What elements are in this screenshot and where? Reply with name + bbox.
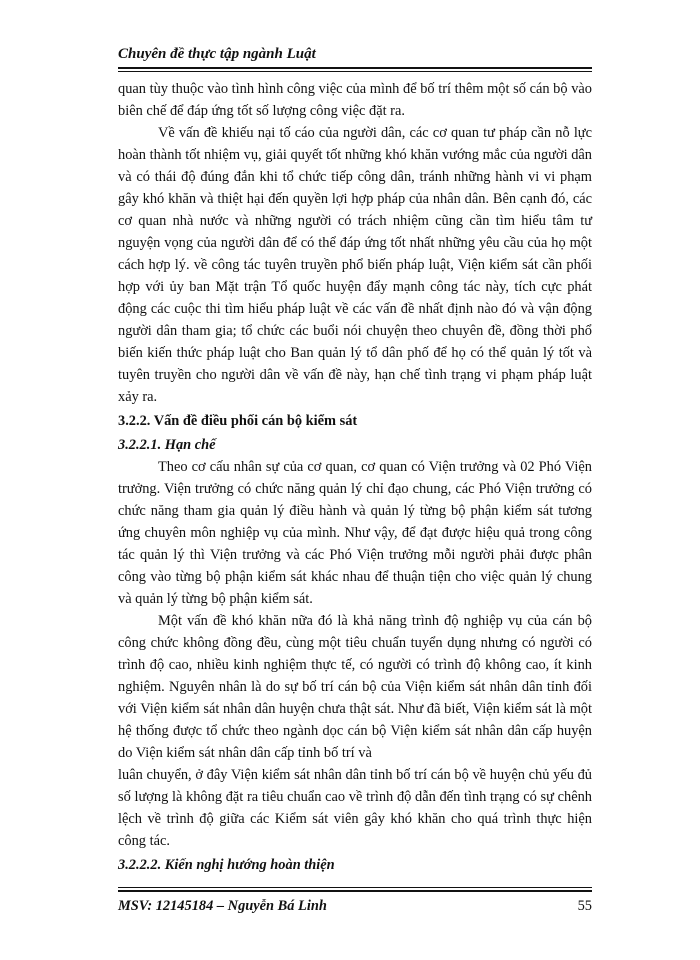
- paragraph-3: Theo cơ cấu nhân sự của cơ quan, cơ quan có Viện trưởng và 02 Phó Viện trưởng. Viện trưởng có chức năng quản lý chỉ đạo chung, các Phó Viện trưởng có chức năng tham gia quản lý điều hành và quản lý từng bộ phận kiểm sát tương ứng chuyên môn nghiệp vụ của mình. Như vậy, để đạt được hiệu quả trong công tác quản lý thì Viện trưởng và các Phó Viện trưởng mỗi người phải được phân công vào từng bộ phận kiểm sát khác nhau để thuận tiện cho việc quản lý chung và quản lý từng bộ phận kiểm sát.: [118, 459, 592, 607]
- section-heading-3-2-2: 3.2.2. Vấn đề điều phối cán bộ kiểm sát: [118, 413, 358, 429]
- page-number: 55: [577, 898, 592, 914]
- header-divider: [118, 67, 592, 69]
- paragraph-1: quan tùy thuộc vào tình hình công việc của mình để bố trí thêm một số cán bộ vào biên chế để đáp ứng tốt số lượng công việc đặt ra.: [118, 81, 592, 119]
- paragraph-4: Một vấn đề khó khăn nữa đó là khả năng trình độ nghiệp vụ của cán bộ công chức không đồng đều, cùng một tiêu chuẩn tuyển dụng nhưng có người có trình độ cao, nhiều kinh nghiệm thực tế, có người có trình độ không cao, ít kinh nghiệm. Nguyên nhân là do sự bố trí cán bộ của Viện kiểm sát nhân dân tỉnh đối với Viện kiểm sát nhân dân huyện chưa thật sát. Như đã biết, Viện kiểm sát là một hệ thống được tổ chức theo ngành dọc cán bộ Viện kiểm sát nhân dân cấp huyện do Viện kiểm sát nhân dân cấp tỉnh bố trí và: [118, 613, 592, 761]
- document-body: [118, 78, 592, 876]
- paragraph-2: Về vấn đề khiếu nại tố cáo của người dân, các cơ quan tư pháp cần nỗ lực hoàn thành tốt nhiệm vụ, giải quyết tốt những khó khăn vướng mắc của người dân và có thái độ đúng đắn khi tổ chức tiếp công dân, tránh những hành vi vi phạm gây khó khăn và thiệt hại đến quyền lợi hợp pháp của nhân dân. Bên cạnh đó, các cơ quan nhà nước và những người có trách nhiệm cũng cần tìm hiểu tâm tư nguyện vọng của người dân để có thể đáp ứng tốt nhất những yêu cầu của họ một cách hợp lý. về công tác tuyên truyền phổ biến pháp luật, Viện kiểm sát cần phối hợp với ủy ban Mặt trận Tổ quốc huyện đẩy mạnh công tác này, tích cực phát động các cuộc thi tìm hiểu pháp luật về các vấn đề nhất định nào đó và vận động người dân tham gia; tổ chức các buổi nói chuyện theo chuyên đề, đồng thời phổ biến kiến thức pháp luật cho Ban quản lý tổ dân phố để họ có thể quản lý tốt và tuyên truyền cho người dân về vấn đề này, hạn chế tình trạng vi phạm pháp luật xảy ra.: [118, 125, 592, 405]
- footer-divider-thin: [118, 887, 592, 888]
- subsection-heading-3-2-2-1: 3.2.2.1. Hạn chế: [118, 437, 216, 453]
- subsection-heading-3-2-2-2: 3.2.2.2. Kiến nghị hướng hoàn thiện: [118, 857, 335, 873]
- paragraph-5: luân chuyển, ở đây Viện kiểm sát nhân dân tỉnh bố trí cán bộ về huyện chủ yếu đủ số lượng là không đặt ra tiêu chuẩn cao về trình độ dẫn đến tình trạng có sự chênh lệch về trình độ giữa các Kiểm sát viên gây khó khăn cho quá trình thực hiện công tác.: [118, 767, 592, 849]
- footer-divider: [118, 890, 592, 892]
- footer-author: MSV: 12145184 – Nguyễn Bá Linh: [118, 898, 327, 914]
- header-divider-thin: [118, 71, 592, 72]
- page-header-title: Chuyên đề thực tập ngành Luật: [118, 46, 316, 62]
